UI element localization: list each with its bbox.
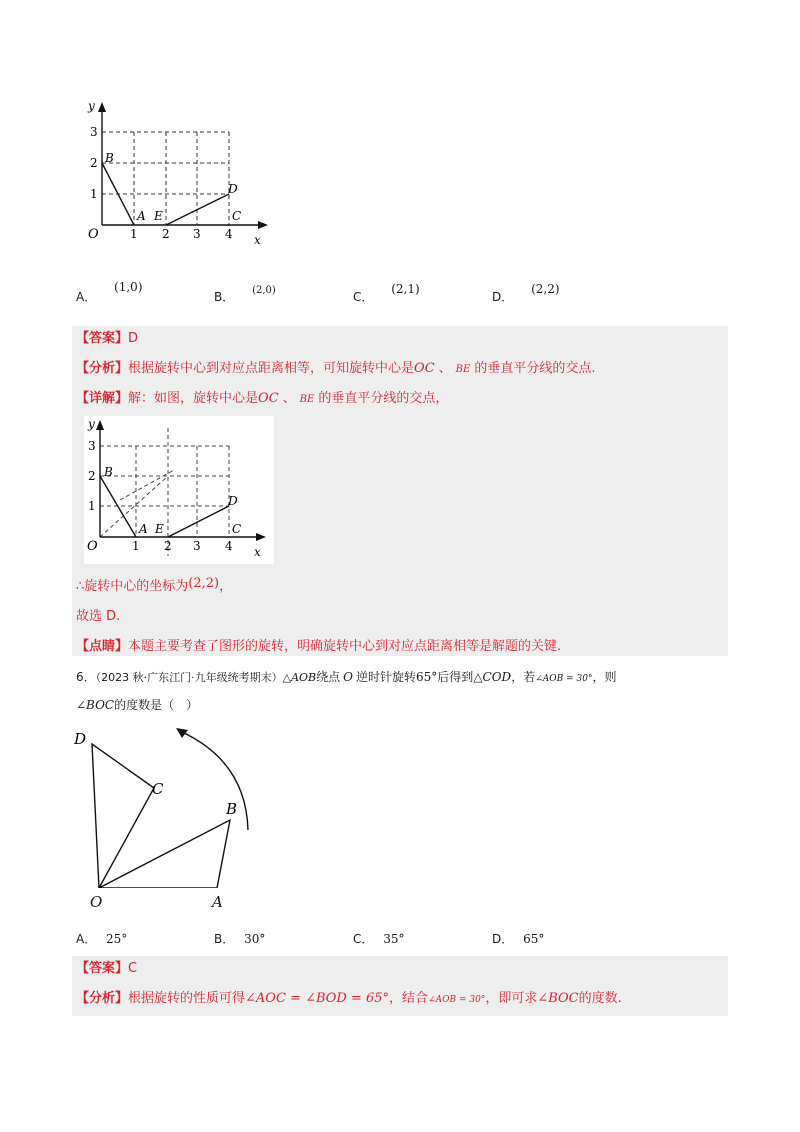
sol-x-tick-3: 3 xyxy=(193,539,201,553)
q5-detail-line xyxy=(76,390,448,409)
q6-label-a-text: A xyxy=(212,893,223,911)
q6-triangle-cod: △COD xyxy=(473,670,512,684)
q5-comment-tag: 【点睛】 xyxy=(76,639,129,654)
point-e-label: E xyxy=(154,209,163,223)
q6-option-b-letter: B． xyxy=(214,932,235,946)
sol-origin-label: O xyxy=(87,539,98,554)
q6-analysis-eq: ∠AOC = ∠BOD = 65° xyxy=(245,991,390,1006)
q5-answer-tag: 【答案】 xyxy=(76,331,129,346)
x-tick-4: 4 xyxy=(225,227,233,241)
q5-option-a-letter: A． xyxy=(76,290,97,304)
q6-option-d-letter: D． xyxy=(492,932,514,946)
q6-triangle-aob: △AOB xyxy=(282,671,317,684)
q6-stem-line-1 xyxy=(76,668,616,688)
q5-option-a-value: (1,0) xyxy=(114,280,143,294)
q6-figure-rotation xyxy=(72,722,262,888)
q5-solution-figure xyxy=(84,416,274,564)
q6-point-o: O xyxy=(343,670,353,684)
q5-detail-tag: 【详解】 xyxy=(76,391,129,406)
q6-stem-text-d: ，若 xyxy=(511,670,536,684)
q6-analysis-mid: ，结合 xyxy=(389,991,429,1006)
q6-option-a[interactable] xyxy=(76,930,127,947)
q5-detail-be: BE xyxy=(299,394,315,405)
q6-angle-boc: ∠BOC xyxy=(76,698,115,712)
q6-label-b: B xyxy=(226,800,238,818)
q6-option-b-value: 30° xyxy=(244,932,266,946)
q5-option-d-value: (2,2) xyxy=(531,282,560,296)
sol-point-c-label: C xyxy=(232,522,242,536)
x-axis-label: x xyxy=(254,233,261,247)
q5-choose-text: 故选 D. xyxy=(76,609,121,624)
sol-y-tick-2: 2 xyxy=(88,469,96,483)
q5-option-c[interactable] xyxy=(353,282,420,305)
q5-option-b-letter: B． xyxy=(214,290,235,304)
y-tick-1: 1 xyxy=(90,187,98,201)
y-tick-2: 2 xyxy=(90,156,98,170)
sol-point-d-label: D xyxy=(228,494,238,508)
q6-answer-line xyxy=(76,960,137,978)
point-a-label: A xyxy=(137,209,146,223)
q5-conclusion-text: ∴旋转中心的坐标为 xyxy=(76,579,189,594)
q6-option-c[interactable] xyxy=(353,930,405,947)
q6-analysis-cond: ∠AOB = 30° xyxy=(428,995,486,1005)
point-d-label: D xyxy=(228,182,238,196)
q5-detail-oc: OC xyxy=(258,391,279,406)
q5-option-b[interactable] xyxy=(214,285,276,305)
q5-option-c-letter: C． xyxy=(353,290,374,304)
q6-analysis-post: 的度数. xyxy=(578,991,622,1006)
q5-figure-grid xyxy=(84,96,274,256)
q6-analysis-text: 根据旋转的性质可得 xyxy=(128,991,246,1006)
sol-y-tick-3: 3 xyxy=(88,439,96,453)
q6-analysis-angle: ∠BOC xyxy=(537,991,579,1006)
sol-y-tick-1: 1 xyxy=(88,499,96,513)
q5-analysis-sep: 、 xyxy=(438,361,452,376)
q6-answer-tag: 【答案】 xyxy=(76,961,129,976)
q6-analysis-mid2: ，即可求 xyxy=(485,991,538,1006)
x-tick-3: 3 xyxy=(193,227,201,241)
x-tick-2: 2 xyxy=(162,227,170,241)
q5-option-d-letter: D． xyxy=(492,290,514,304)
x-tick-1: 1 xyxy=(130,227,138,241)
q5-analysis-tag: 【分析】 xyxy=(76,361,129,376)
q5-detail-sep: 、 xyxy=(282,391,296,406)
q5-conclusion-line xyxy=(76,578,232,596)
q6-label-d: D xyxy=(74,730,87,748)
sol-point-b-label: B xyxy=(104,465,113,479)
q6-stem-text-c: 后得到 xyxy=(437,670,474,684)
q5-choose-line xyxy=(76,608,120,626)
q5-analysis-oc: OC xyxy=(414,361,435,376)
q5-option-c-value: (2,1) xyxy=(391,282,420,296)
q6-analysis-tag: 【分析】 xyxy=(76,991,129,1006)
sol-x-tick-4: 4 xyxy=(225,539,233,553)
q6-stem-line-2 xyxy=(76,696,198,714)
q6-number: 6． xyxy=(76,670,96,684)
q5-detail-text: 解：如图，旋转中心是 xyxy=(128,391,259,406)
q6-answer-value: C xyxy=(128,961,138,976)
q6-stem-text-a: 绕点 xyxy=(316,670,341,684)
q5-answer-value: D xyxy=(128,331,139,346)
q6-option-a-value: 25° xyxy=(106,932,128,946)
point-c-label: C xyxy=(232,209,242,223)
q6-stem-question: 的度数是（ ） xyxy=(114,698,199,712)
q5-comment-text: 本题主要考查了图形的旋转，明确旋转中心到对应点距离相等是解题的关键. xyxy=(128,639,562,654)
q6-option-d[interactable] xyxy=(492,930,544,947)
sol-point-e-label: E xyxy=(155,522,164,536)
q5-comment-line xyxy=(76,638,561,656)
origin-label: O xyxy=(88,227,99,242)
q6-condition: ∠AOB = 30° xyxy=(535,674,593,684)
sol-y-axis-label: y xyxy=(88,417,95,431)
q6-rotation-angle: 65° xyxy=(416,670,438,684)
q5-option-a[interactable] xyxy=(76,280,143,305)
q6-option-d-value: 65° xyxy=(523,932,545,946)
q5-option-d[interactable] xyxy=(492,282,560,305)
q6-label-o-text: O xyxy=(90,893,103,911)
point-b-label: B xyxy=(105,151,114,165)
q6-stem-text-e: ，则 xyxy=(592,670,617,684)
sol-point-a-label: A xyxy=(139,522,148,536)
q5-conclusion-value: (2,2) xyxy=(188,576,220,591)
q6-option-c-letter: C． xyxy=(353,932,374,946)
y-tick-3: 3 xyxy=(90,125,98,139)
q5-analysis-be: BE xyxy=(455,364,471,375)
q5-answer-line xyxy=(76,330,138,348)
sol-x-tick-1: 1 xyxy=(132,539,140,553)
q5-detail-post: 的垂直平分线的交点， xyxy=(318,391,449,406)
q5-analysis-post: 的垂直平分线的交点. xyxy=(474,361,596,376)
sol-x-tick-2: 2 xyxy=(164,539,172,553)
q6-stem-text-b: 逆时针旋转 xyxy=(356,670,417,684)
q6-label-c: C xyxy=(152,780,164,798)
q6-option-a-letter: A． xyxy=(76,932,97,946)
q5-analysis-text: 根据旋转中心到对应点距离相等，可知旋转中心是 xyxy=(128,361,415,376)
y-axis-label: y xyxy=(88,99,95,113)
q6-option-c-value: 35° xyxy=(383,932,405,946)
q6-analysis-line xyxy=(76,990,622,1009)
q5-analysis-line xyxy=(76,360,595,379)
q6-source: （2023 秋·广东江门·九年级统考期末） xyxy=(95,671,283,684)
q5-option-b-value: (2,0) xyxy=(252,285,276,296)
q5-conclusion-post: ， xyxy=(219,579,233,594)
sol-x-axis-label: x xyxy=(254,545,261,559)
q6-option-b[interactable] xyxy=(214,930,265,947)
